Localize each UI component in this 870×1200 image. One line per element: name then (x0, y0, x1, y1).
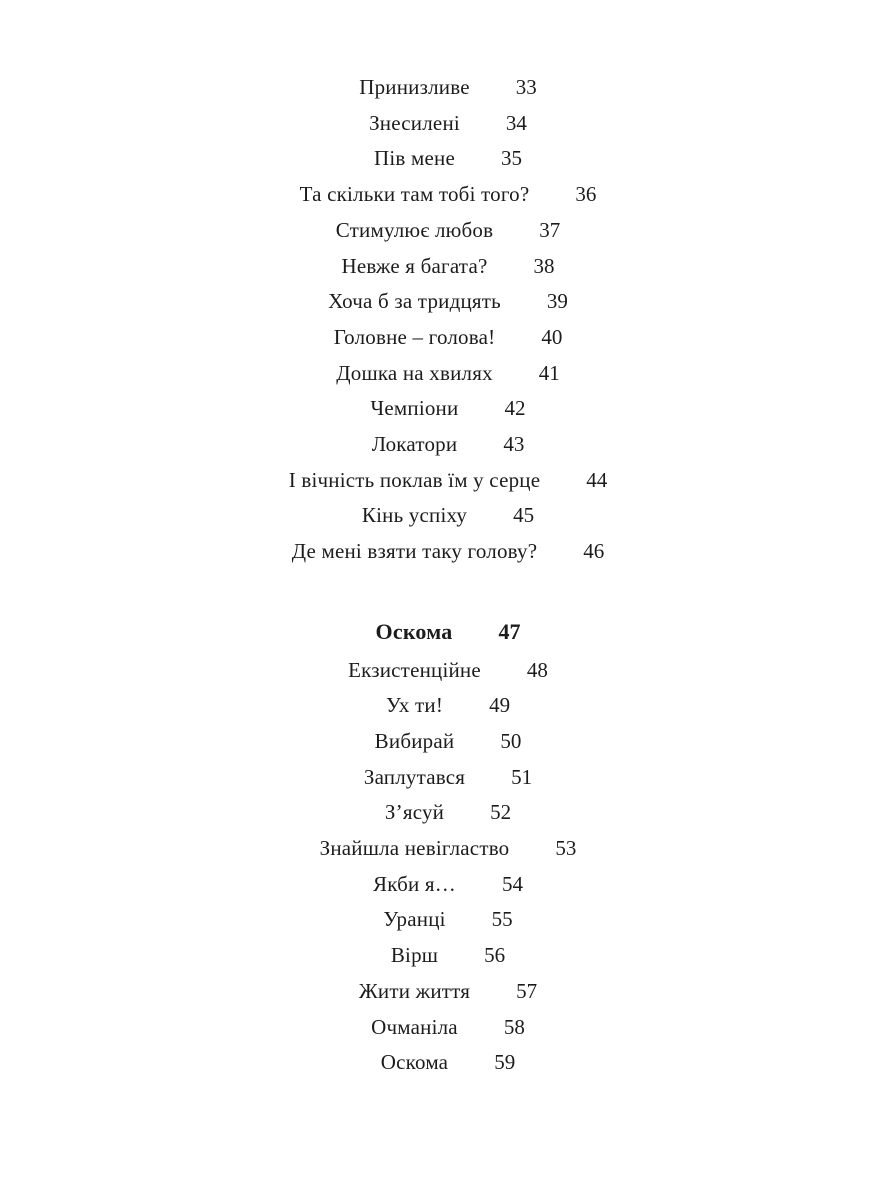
toc-entry (334, 320, 563, 356)
toc-entry-page-number: 46 (583, 539, 605, 564)
toc-entry-page-number: 57 (516, 978, 538, 1003)
toc-entry-page-number: 44 (586, 467, 608, 492)
toc-entry-title: З’ясуй (384, 800, 445, 825)
toc-entry-title: Уранці (383, 907, 446, 932)
toc-entry (342, 249, 555, 285)
toc-entry (369, 106, 527, 142)
toc-entry-page-number: 42 (504, 396, 526, 421)
toc-entry-page-number: 35 (500, 146, 522, 171)
toc-entry (385, 795, 511, 831)
toc-entry-page-number: 59 (494, 1050, 516, 1075)
toc-entry-page-number: 45 (513, 503, 535, 528)
toc-entry-title: Знесилені (369, 110, 460, 135)
toc-entry-page-number: 52 (490, 800, 512, 825)
toc-entry-title: Вибирай (374, 728, 455, 753)
toc-entry-title: Головне – голова! (333, 324, 496, 349)
toc-entry-page-number: 56 (484, 943, 506, 968)
toc-entry-page-number: 48 (526, 657, 548, 682)
toc-entry-title: Вірш (390, 943, 439, 968)
toc-entry (348, 653, 548, 689)
toc-entry (375, 724, 522, 760)
toc-entry-page-number: 36 (575, 182, 597, 207)
toc-entry-title: Стимулює любов (335, 217, 494, 242)
toc-entry-title: Локатори (371, 432, 458, 457)
toc-entry-page-number: 41 (538, 360, 560, 385)
toc-entry-title: Оскома (375, 618, 453, 644)
toc-entry-title: Де мені взяти таку голову? (291, 539, 538, 564)
toc-entry (359, 974, 537, 1010)
toc-entry-title: Невже я багата? (341, 253, 488, 278)
toc-entry-title: І вічність поклав їм у серце (288, 467, 541, 492)
toc-entry-page-number: 58 (503, 1014, 525, 1039)
toc-entry-title: Пів мене (374, 146, 455, 171)
toc-entry-page-number: 55 (491, 907, 513, 932)
toc-entry-title: Та скільки там тобі того? (299, 182, 530, 207)
toc-entry-title: Оскома (380, 1050, 449, 1075)
toc-entry (383, 902, 512, 938)
toc-entry-page-number: 47 (498, 618, 521, 644)
toc-entry (359, 70, 537, 106)
toc-entry-page-number: 50 (500, 728, 522, 753)
toc-entry (364, 760, 532, 796)
toc-entry (336, 213, 561, 249)
toc-entry (372, 427, 525, 463)
toc-section-heading (376, 614, 521, 650)
table-of-contents (26, 70, 870, 1081)
toc-entry-page-number: 37 (539, 217, 561, 242)
toc-entry-page-number: 33 (515, 75, 537, 99)
toc-entry-page-number: 39 (546, 289, 568, 314)
toc-entry (300, 177, 597, 213)
toc-entry-title: Екзистенційне (348, 657, 481, 682)
toc-entry (374, 141, 522, 177)
toc-entry-title: Кінь успіху (361, 503, 468, 528)
toc-entry-title: Ух ти! (385, 693, 444, 718)
toc-entry-title: Хоча б за тридцять (328, 289, 501, 314)
toc-entry-title: Якби я… (373, 871, 456, 896)
toc-entry-title: Очманіла (371, 1014, 458, 1039)
toc-entry (292, 534, 605, 570)
toc-entry (289, 463, 608, 499)
toc-entry (371, 391, 526, 427)
toc-entry-page-number: 54 (501, 871, 523, 896)
toc-entry-title: Жити життя (358, 978, 471, 1003)
toc-entry (336, 356, 560, 392)
toc-entry (381, 1045, 515, 1081)
toc-entry-title: Знайшла невігластво (319, 836, 510, 861)
toc-entry-page-number: 43 (503, 432, 525, 457)
toc-entry-page-number: 53 (555, 836, 577, 861)
toc-entry (362, 498, 534, 534)
toc-entry (386, 688, 510, 724)
toc-entry (320, 831, 577, 867)
toc-entry-page-number: 34 (505, 110, 527, 135)
toc-entry-title: Заплутався (363, 764, 466, 789)
toc-entry-page-number: 51 (511, 764, 533, 789)
toc-entry-title: Чемпіони (370, 396, 459, 421)
toc-entry (373, 867, 523, 903)
toc-entry-page-number: 40 (541, 324, 563, 349)
toc-entry-page-number: 38 (533, 253, 555, 278)
toc-entry (328, 284, 568, 320)
toc-entry (371, 1010, 525, 1046)
toc-entry-title: Принизливе (359, 75, 470, 99)
toc-entry-page-number: 49 (489, 693, 511, 718)
toc-entry (391, 938, 505, 974)
toc-entry-title: Дошка на хвилях (336, 360, 493, 385)
